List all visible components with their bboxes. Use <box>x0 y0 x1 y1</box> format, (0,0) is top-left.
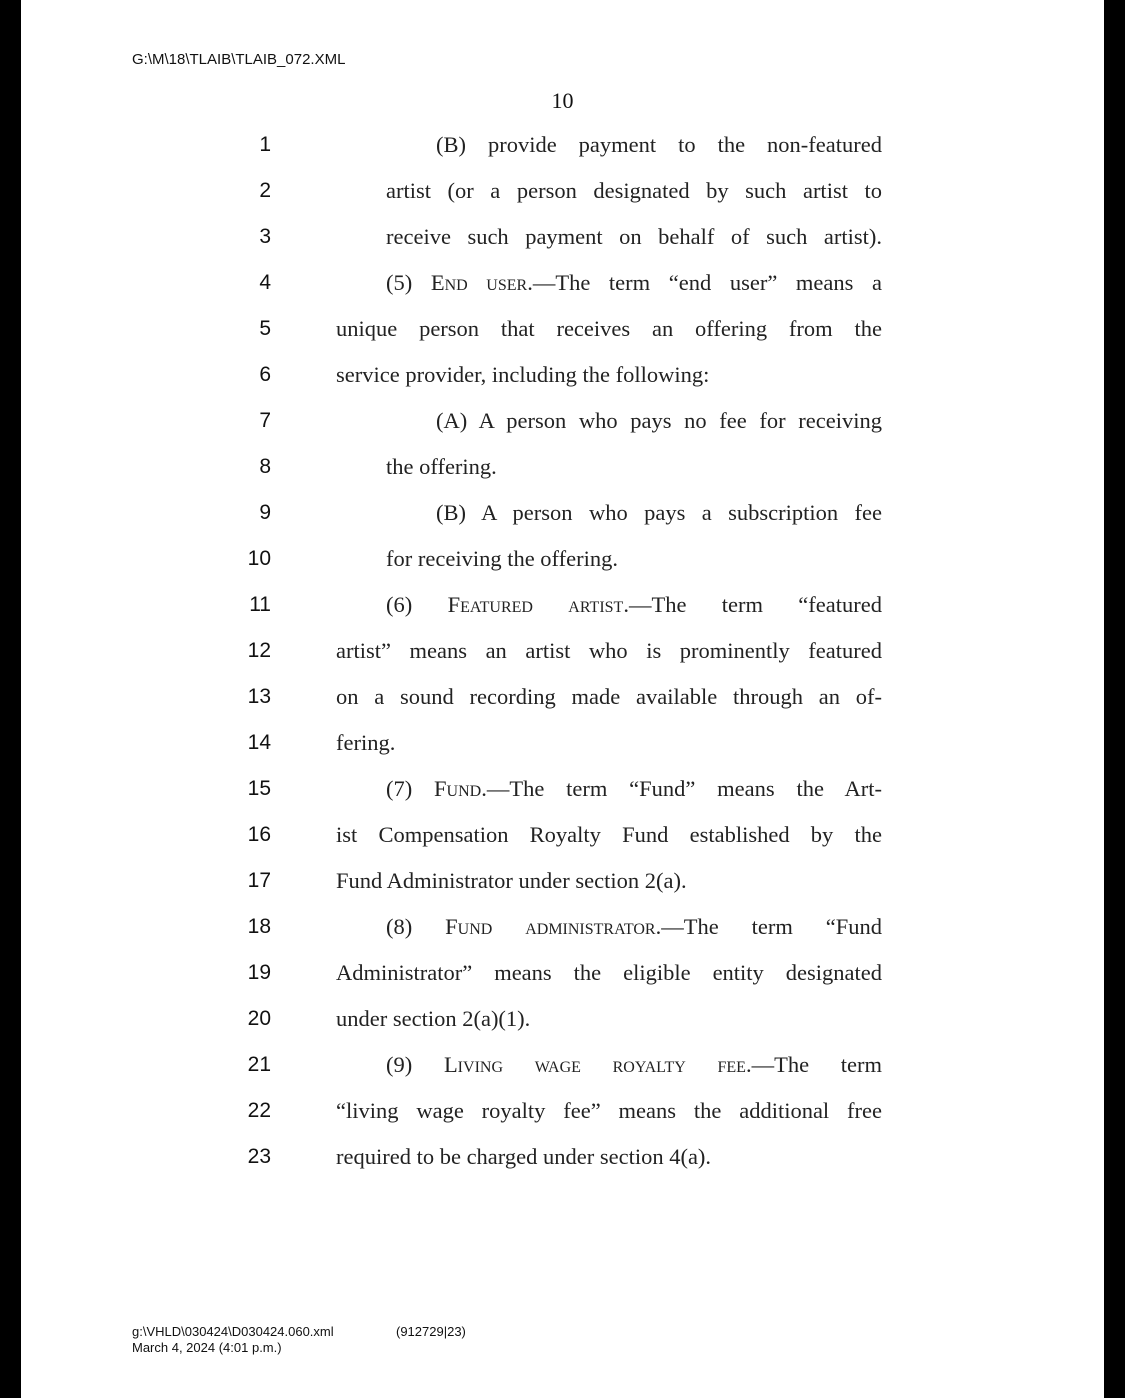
text-line <box>21 269 1104 315</box>
text-line <box>21 453 1104 499</box>
text-line <box>21 545 1104 591</box>
text-line <box>21 407 1104 453</box>
line-number: 11 <box>249 593 271 616</box>
text-line <box>21 499 1104 545</box>
line-number: 10 <box>247 547 271 570</box>
line-number: 14 <box>247 731 271 754</box>
line-number: 4 <box>259 271 271 294</box>
defined-term-heading: Living wage royalty fee <box>443 1052 746 1077</box>
text-line <box>21 223 1104 269</box>
document-page <box>21 0 1104 1398</box>
footer-date: March 4, 2024 (4:01 p.m.) <box>132 1340 282 1355</box>
line-text: service provider, including the following: <box>336 362 710 387</box>
text-line <box>21 591 1104 637</box>
text-line <box>21 637 1104 683</box>
line-text: fering. <box>336 730 396 755</box>
text-line <box>21 959 1104 1005</box>
text-line <box>21 1097 1104 1143</box>
paragraph-number: (9) <box>386 1052 444 1077</box>
paragraph-number: (6) <box>386 592 448 617</box>
defined-term-heading: Fund administrator <box>445 914 656 939</box>
line-text: artist” means an artist who is prominently featured <box>336 638 882 663</box>
line-text: required to be charged under section 4(a). <box>336 1144 712 1169</box>
text-line <box>21 729 1104 775</box>
line-text: “living wage royalty fee” means the additional free <box>336 1098 882 1123</box>
definition-text: .—The term “Fund” means the Art- <box>481 776 882 801</box>
line-text: the offering. <box>386 454 497 479</box>
page-number: 10 <box>551 88 574 113</box>
line-text: (B) A person who pays a subscription fee <box>436 500 882 525</box>
line-number: 16 <box>247 823 271 846</box>
line-text: unique person that receives an offering from the <box>336 316 882 341</box>
text-line <box>21 867 1104 913</box>
text-line <box>21 1143 1104 1189</box>
text-line <box>21 821 1104 867</box>
line-number: 5 <box>259 317 271 340</box>
paragraph-number: (5) <box>386 270 431 295</box>
line-text <box>386 1051 882 1079</box>
text-line <box>21 1005 1104 1051</box>
line-number: 15 <box>247 777 271 800</box>
defined-term-heading: End user <box>430 270 528 295</box>
text-line <box>21 131 1104 177</box>
line-number: 21 <box>247 1053 271 1076</box>
footer-info <box>132 1324 334 1356</box>
text-line <box>21 683 1104 729</box>
header-file-path: G:\M\18\TLAIB\TLAIB_072.XML <box>132 51 346 68</box>
definition-text: .—The term “featured <box>623 592 882 617</box>
line-text <box>386 913 882 941</box>
line-number: 7 <box>259 409 271 432</box>
definition-text: .—The term <box>745 1052 882 1077</box>
line-text: on a sound recording made available through an of- <box>336 684 882 709</box>
text-line <box>21 177 1104 223</box>
line-text: receive such payment on behalf of such artist). <box>386 224 882 249</box>
line-number: 23 <box>247 1145 271 1168</box>
line-number: 17 <box>247 869 271 892</box>
line-text <box>386 269 882 297</box>
text-line <box>21 315 1104 361</box>
text-line <box>21 361 1104 407</box>
line-number: 6 <box>259 363 271 386</box>
definition-text: .—The term “end user” means a <box>527 270 882 295</box>
definition-text: .—The term “Fund <box>655 914 882 939</box>
line-text: artist (or a person designated by such artist to <box>386 178 882 203</box>
line-text: Administrator” means the eligible entity designated <box>336 960 882 985</box>
line-text: Fund Administrator under section 2(a). <box>336 868 687 893</box>
line-text: ist Compensation Royalty Fund established by the <box>336 822 882 847</box>
footer-document-id: (912729|23) <box>396 1324 466 1339</box>
line-number: 12 <box>247 639 271 662</box>
line-number: 13 <box>247 685 271 708</box>
line-number: 18 <box>247 915 271 938</box>
line-text <box>386 775 882 803</box>
line-text: (A) A person who pays no fee for receiving <box>436 408 882 433</box>
line-number: 9 <box>259 501 271 524</box>
footer-file-path: g:\VHLD\030424\D030424.060.xml <box>132 1324 334 1339</box>
line-text: under section 2(a)(1). <box>336 1006 531 1031</box>
text-line <box>21 913 1104 959</box>
paragraph-number: (7) <box>386 776 435 801</box>
line-number: 22 <box>247 1099 271 1122</box>
line-text <box>386 591 882 619</box>
line-number: 8 <box>259 455 271 478</box>
line-number: 20 <box>247 1007 271 1030</box>
line-text: (B) provide payment to the non-featured <box>436 132 882 157</box>
line-number: 19 <box>247 961 271 984</box>
defined-term-heading: Fund <box>434 776 482 801</box>
text-line <box>21 775 1104 821</box>
line-number: 3 <box>259 225 271 248</box>
paragraph-number: (8) <box>386 914 446 939</box>
line-text: for receiving the offering. <box>386 546 618 571</box>
line-number: 2 <box>259 179 271 202</box>
line-number: 1 <box>259 133 271 156</box>
text-line <box>21 1051 1104 1097</box>
defined-term-heading: Featured artist <box>447 592 624 617</box>
